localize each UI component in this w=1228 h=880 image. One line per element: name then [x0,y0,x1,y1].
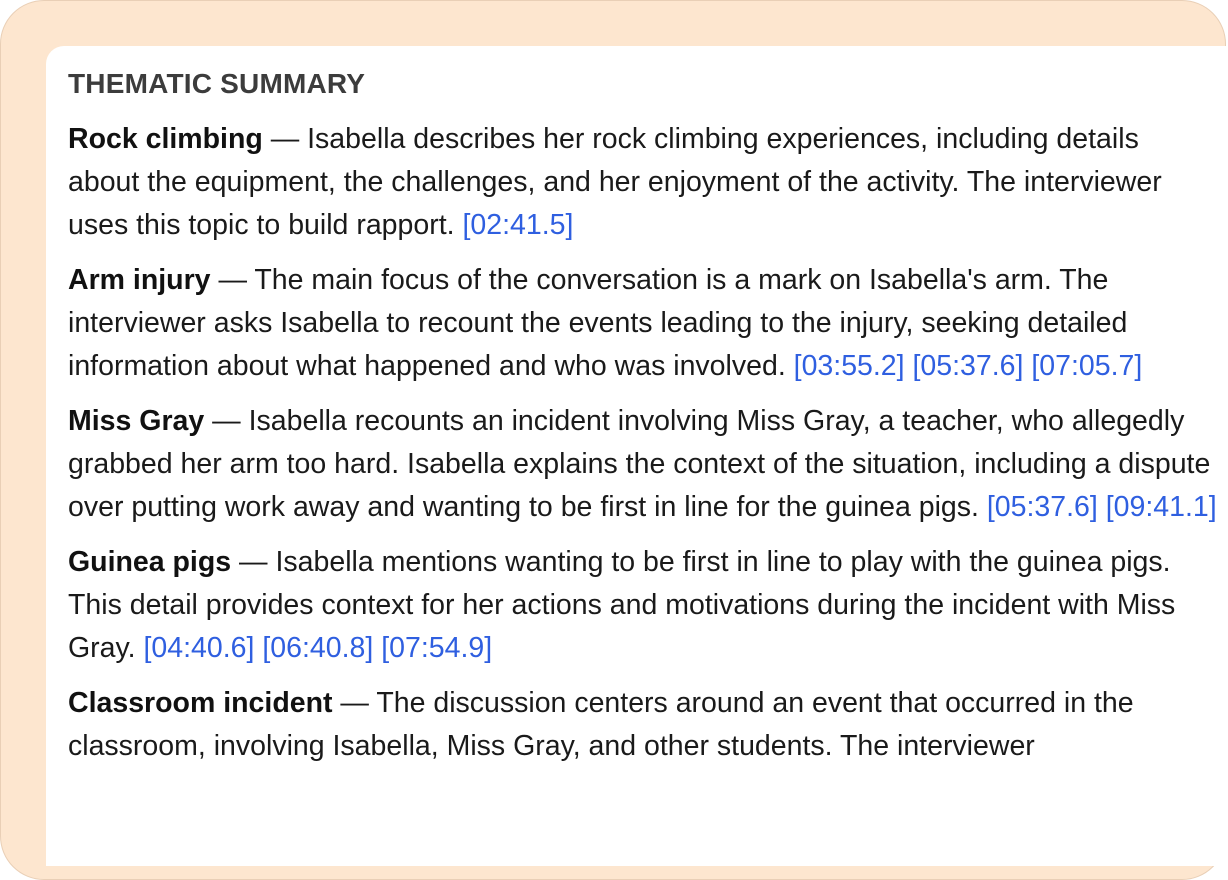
topic-description: Isabella mentions wanting to be first in line to play with the guinea pigs. This detail provides context for her actions and motivations during the incident with Miss Gray. [68,546,1176,664]
topic-classroom-incident [68,682,1218,768]
timestamp-link[interactable]: [02:41.5] [462,209,574,241]
topic-guinea-pigs [68,541,1218,670]
timestamp-link[interactable]: [05:37.6] [986,491,1098,523]
timestamp-link[interactable]: [03:55.2] [793,350,905,382]
topic-description: The discussion centers around an event that occurred in the classroom, involving Isabella, Miss Gray, and other students. The interviewer [68,687,1134,762]
timestamp-link[interactable]: [07:54.9] [381,632,493,664]
topic-description: The main focus of the conversation is a mark on Isabella's arm. The interviewer asks Isabella to recount the events leading to the injury, seeking detailed information about what happened and who was involved. [68,264,1128,382]
topic-title: Arm injury [68,264,211,296]
timestamp-link[interactable]: [04:40.6] [143,632,255,664]
topic-miss-gray [68,400,1218,529]
topic-separator: — [218,264,255,296]
topic-description: Isabella describes her rock climbing experiences, including details about the equipment, the challenges, and her enjoyment of the activity. The interviewer uses this topic to build rapport. [68,123,1162,241]
topic-rock-climbing [68,118,1218,247]
topic-arm-injury [68,259,1218,388]
thematic-summary-card [46,46,1228,866]
timestamp-link[interactable]: [09:41.1] [1105,491,1217,523]
timestamp-link[interactable]: [07:05.7] [1031,350,1143,382]
topic-separator: — [340,687,377,719]
timestamp-link[interactable]: [06:40.8] [262,632,374,664]
timestamp-link[interactable]: [05:37.6] [912,350,1024,382]
topic-title: Miss Gray [68,405,205,437]
section-heading: THEMATIC SUMMARY [68,68,366,99]
topic-title: Rock climbing [68,123,263,155]
topic-title: Classroom incident [68,687,333,719]
topic-description: Isabella recounts an incident involving Miss Gray, a teacher, who allegedly grabbed her arm too hard. Isabella explains the context of the situation, including a dispute over putting work away and wanting to be first in line for the guinea pigs. [68,405,1211,523]
topic-separator: — [239,546,276,578]
topic-separator: — [212,405,249,437]
topic-separator: — [270,123,308,155]
topic-title: Guinea pigs [68,546,232,578]
